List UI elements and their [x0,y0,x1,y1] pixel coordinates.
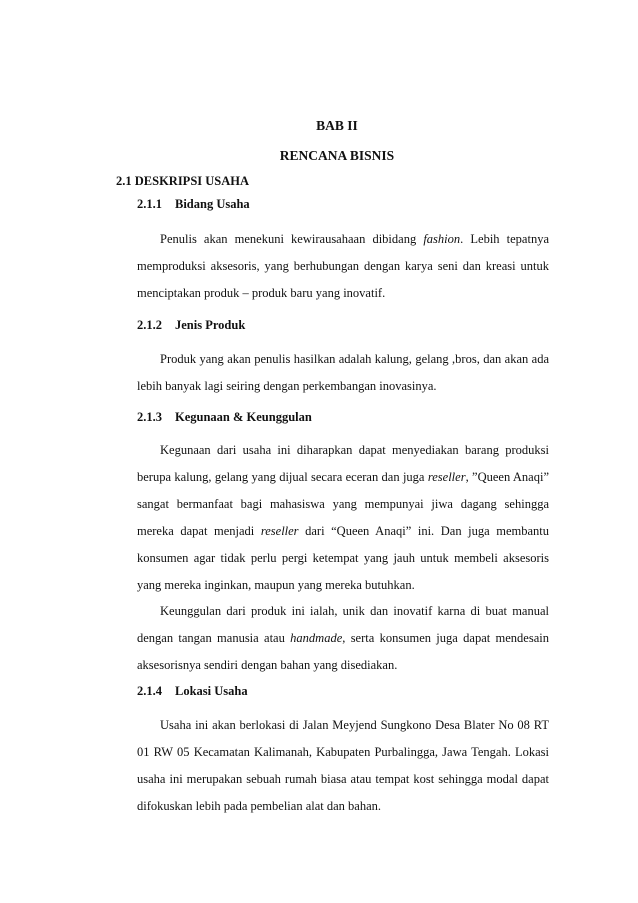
subsection-title: Kegunaan & Keunggulan [175,410,312,424]
subsection-title: Bidang Usaha [175,197,250,211]
paragraph-text: Produk yang akan penulis hasilkan adalah kalung, gelang ,bros, dan akan ada lebih banyak lagi seiring dengan perkembangan inovasinya. [137,352,549,393]
paragraph-text: Keunggulan dari produk ini ialah, unik dan inovatif karna di buat manual dengan tangan manusia atau [137,604,549,645]
paragraph-jenis-produk [137,346,549,400]
paragraph-lokasi-usaha [137,712,549,820]
paragraph-italic-term: reseller [260,524,299,538]
subsection-number: 2.1.3 [137,410,162,424]
chapter-label: BAB II [316,118,358,133]
subsection-number: 2.1.2 [137,318,162,332]
paragraph-text: Usaha ini akan berlokasi di Jalan Meyjend Sungkono Desa Blater No 08 RT 01 RW 05 Kecamatan Kalimanah, Kabupaten Purbalingga, Jawa Tengah. Lokasi usaha ini merupakan sebuah rumah biasa atau tempat kost sehingga modal dapat difokuskan lebih pada pembelian alat dan bahan. [137,718,549,813]
subsection-heading-kegunaan-keunggulan [137,410,312,425]
chapter-title: RENCANA BISNIS [279,148,395,163]
paragraph-bidang-usaha [137,226,549,307]
paragraph-italic-term: handmade [290,631,343,645]
paragraph-text: Kegunaan dari usaha ini diharapkan dapat menyediakan barang produksi berupa kalung, gelang yang dijual secara eceran dan juga [137,443,549,484]
paragraph-keunggulan [137,598,549,679]
subsection-heading-bidang-usaha [137,197,250,212]
paragraph-text: , ”Queen Anaqi” sangat bermanfaat bagi mahasiswa yang mempunyai jiwa dagang sehingga mereka dapat menjadi [137,470,549,538]
paragraph-text: Penulis akan menekuni kewirausahaan dibidang [160,232,424,246]
paragraph-text: . Lebih tepatnya memproduksi aksesoris, yang berhubungan dengan karya seni dan kreasi untuk menciptakan produk – produk baru yang inovatif. [137,232,550,300]
subsection-heading-jenis-produk [137,318,245,333]
section-heading: 2.1 DESKRIPSI USAHA [116,174,250,188]
paragraph-kegunaan [137,437,549,599]
subsection-title: Lokasi Usaha [175,684,248,698]
paragraph-text: , serta konsumen juga dapat mendesain aksesorisnya sendiri dengan bahan yang disediakan. [137,631,549,672]
paragraph-italic-term: fashion [423,232,461,246]
subsection-number: 2.1.4 [137,684,162,698]
subsection-title: Jenis Produk [175,318,246,332]
paragraph-text: dari “Queen Anaqi” ini. Dan juga membantu konsumen agar tidak perlu pergi ketempat yang jauh untuk membeli aksesoris yang mereka inginkan, maupun yang mereka butuhkan. [137,524,549,592]
subsection-heading-lokasi-usaha [137,684,248,699]
subsection-number: 2.1.1 [137,197,162,211]
paragraph-italic-term: reseller [427,470,466,484]
